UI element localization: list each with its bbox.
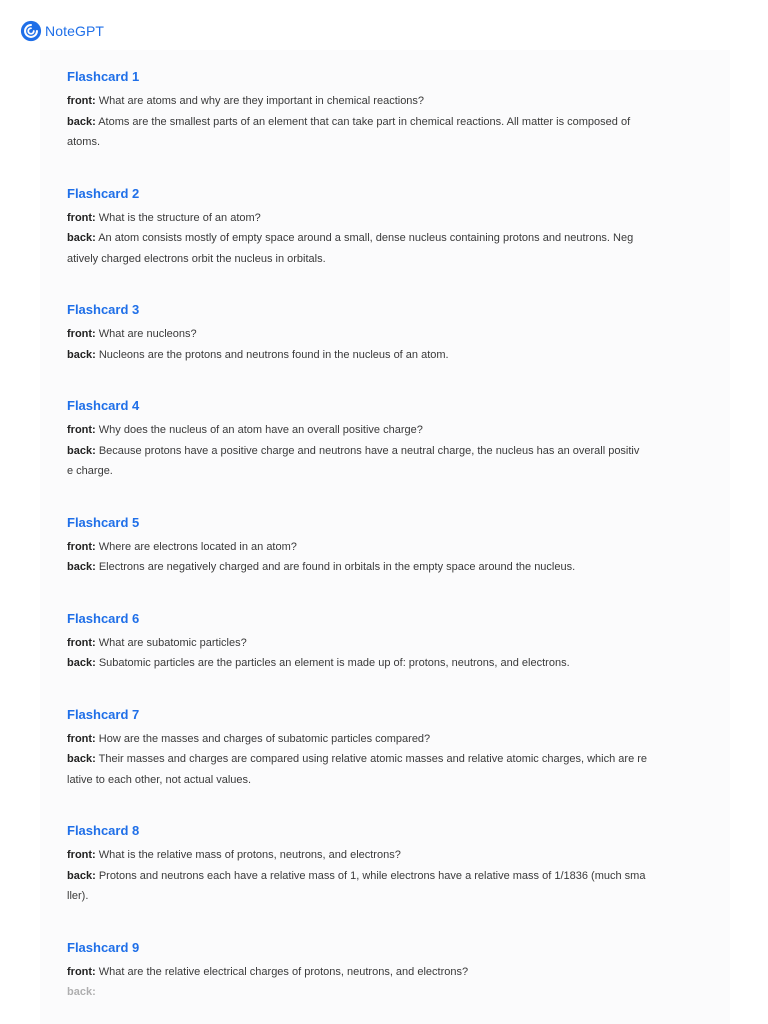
- front-label: front:: [67, 849, 96, 861]
- back-text-line: atoms.: [67, 136, 101, 148]
- back-label: back:: [67, 986, 96, 998]
- back-text-line: Protons and neutrons each have a relative mass of 1, while electrons have a relative mass of 1/1836 (much sma: [98, 869, 646, 882]
- front-text: What are the relative electrical charges of protons, neutrons, and electrons?: [98, 965, 469, 978]
- front-label: front:: [67, 965, 96, 978]
- front-text: What is the structure of an atom?: [98, 211, 261, 224]
- flashcard-front: [67, 845, 717, 866]
- front-text: Why does the nucleus of an atom have an overall positive charge?: [98, 424, 423, 436]
- front-label: front:: [67, 732, 96, 745]
- back-text-line: atively charged electrons orbit the nucleus in orbitals.: [67, 252, 326, 265]
- back-label: back:: [67, 869, 96, 882]
- flashcard-title: Flashcard 8: [67, 823, 140, 838]
- flashcard-title: Flashcard 1: [67, 69, 140, 84]
- flashcard-list: [67, 67, 717, 1024]
- front-text: What is the relative mass of protons, neutrons, and electrons?: [98, 849, 401, 861]
- back-text-line: Because protons have a positive charge and neutrons have a neutral charge, the nucleus has an overall positiv: [98, 444, 640, 457]
- flashcard-front: [67, 324, 717, 345]
- flashcard-title: Flashcard 5: [67, 514, 140, 530]
- flashcard-title: Flashcard 2: [67, 185, 140, 201]
- flashcard-title: Flashcard 3: [67, 302, 140, 317]
- flashcard-title: Flashcard 6: [67, 610, 140, 626]
- flashcard-back: [67, 653, 717, 674]
- back-text-line: Nucleons are the protons and neutrons found in the nucleus of an atom.: [98, 348, 449, 361]
- flashcard: [67, 67, 717, 184]
- front-label: front:: [67, 95, 96, 107]
- notegpt-swirl-icon: [20, 20, 42, 42]
- flashcard: [67, 184, 717, 301]
- flashcard-title: Flashcard 7: [67, 706, 140, 722]
- flashcard: [67, 705, 717, 822]
- back-label: back:: [67, 657, 96, 669]
- front-text: What are atoms and why are they important in chemical reactions?: [98, 95, 425, 107]
- app-header: [20, 20, 104, 42]
- back-text-line: An atom consists mostly of empty space around a small, dense nucleus containing protons and neutrons. Neg: [98, 232, 634, 244]
- front-label: front:: [67, 424, 96, 436]
- brand-name[interactable]: NoteGPT: [45, 23, 105, 39]
- front-label: front:: [67, 328, 96, 340]
- flashcard-title: Flashcard 4: [67, 398, 140, 413]
- back-label: back:: [67, 561, 96, 573]
- flashcard-front: [67, 208, 717, 229]
- flashcard-front: [67, 729, 717, 750]
- back-label: back:: [67, 444, 96, 457]
- back-text-line: lative to each other, not actual values.: [67, 773, 252, 786]
- flashcard-front: [67, 633, 717, 654]
- flashcard: [67, 609, 717, 705]
- back-label: back:: [67, 232, 96, 244]
- flashcard-front: [67, 420, 717, 441]
- flashcard-back: [67, 112, 717, 153]
- back-text-line: Atoms are the smallest parts of an element that can take part in chemical reactions. All matter is composed of: [98, 115, 631, 128]
- flashcard: [67, 513, 717, 609]
- flashcard-front: [67, 962, 717, 983]
- back-label: back:: [67, 348, 96, 361]
- flashcard-back: [67, 749, 717, 790]
- front-label: front:: [67, 540, 96, 553]
- flashcard-back: [67, 557, 717, 578]
- back-text-line: e charge.: [67, 465, 113, 477]
- back-label: back:: [67, 115, 96, 128]
- flashcard-back: [67, 866, 717, 907]
- front-text: Where are electrons located in an atom?: [98, 540, 297, 553]
- flashcard-back: [67, 441, 717, 482]
- back-text-line: Subatomic particles are the particles an element is made up of: protons, neutrons, and electrons.: [98, 657, 570, 669]
- front-text: What are subatomic particles?: [98, 636, 247, 649]
- flashcard-back: [67, 982, 717, 1002]
- back-text-line: Electrons are negatively charged and are found in orbitals in the empty space around the nucleus.: [98, 561, 576, 573]
- flashcard: [67, 938, 717, 1024]
- front-text: What are nucleons?: [98, 328, 197, 340]
- back-text-line: ller).: [67, 890, 89, 902]
- flashcard-front: [67, 537, 717, 558]
- back-text-line: Their masses and charges are compared using relative atomic masses and relative atomic charges, which are re: [98, 753, 648, 765]
- flashcard-back: [67, 228, 717, 269]
- flashcard: [67, 396, 717, 513]
- flashcard-back: [67, 345, 717, 366]
- front-text: How are the masses and charges of subatomic particles compared?: [98, 732, 431, 745]
- flashcard-title: Flashcard 9: [67, 939, 140, 955]
- flashcard: [67, 300, 717, 396]
- front-label: front:: [67, 211, 96, 224]
- flashcard: [67, 821, 717, 938]
- back-label: back:: [67, 753, 96, 765]
- flashcard-front: [67, 91, 717, 112]
- front-label: front:: [67, 636, 96, 649]
